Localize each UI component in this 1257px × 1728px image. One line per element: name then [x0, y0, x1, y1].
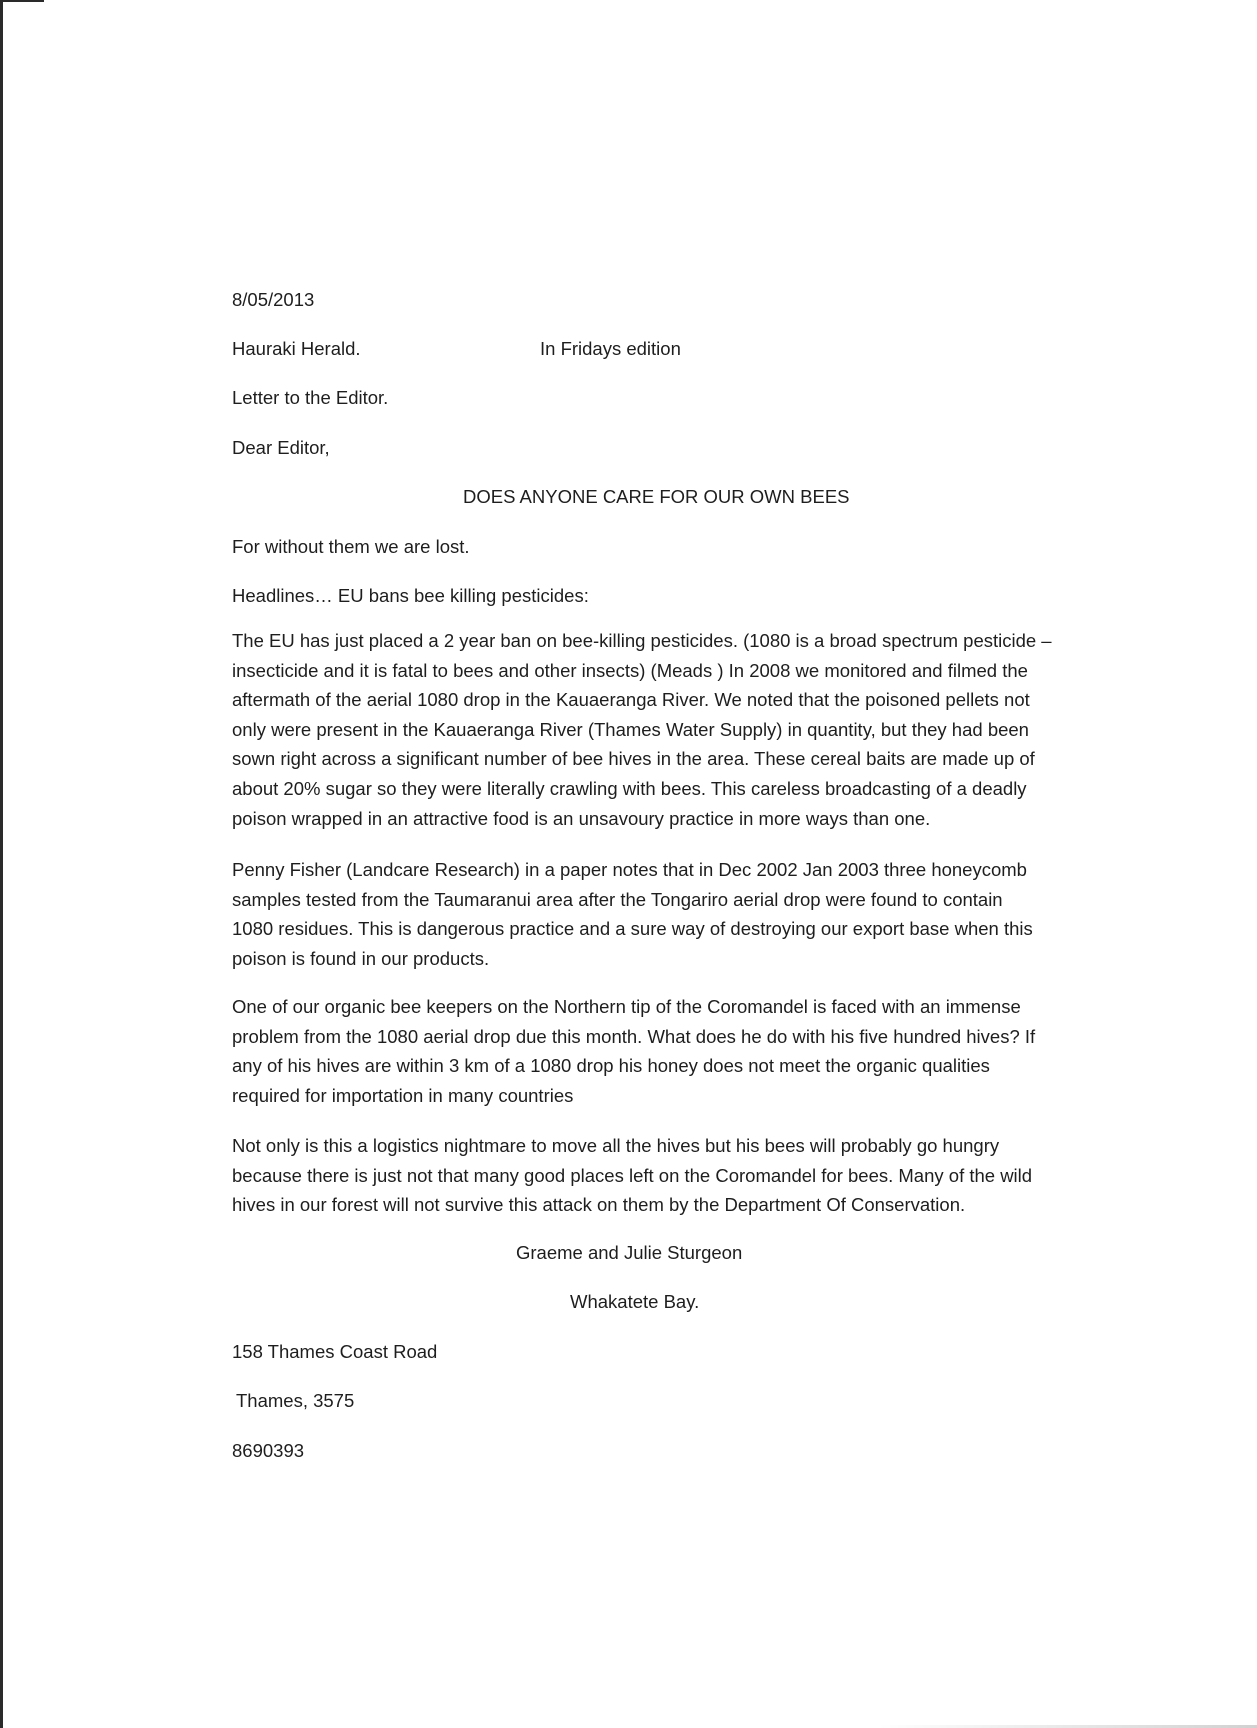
paragraph-1-line: about 20% sugar so they were literally crawling with bees. This careless broadcasting of a deadly — [232, 777, 1027, 799]
paragraph-2 — [232, 855, 1092, 973]
paragraph-3 — [232, 992, 1092, 1110]
paragraph-2-line: poison is found in our products. — [232, 947, 490, 969]
paragraph-4-line: hives in our forest will not survive this attack on them by the Department Of Conservation. — [232, 1194, 966, 1216]
address-street: 158 Thames Coast Road — [232, 1341, 438, 1362]
paragraph-3-line: problem from the 1080 aerial drop due this month. What does he do with his five hundred hives? If — [232, 1025, 1036, 1047]
publication-name: Hauraki Herald. — [232, 338, 361, 359]
signature-place: Whakatete Bay. — [570, 1291, 700, 1312]
paragraph-3-line: required for importation in many countries — [232, 1084, 574, 1106]
paragraph-4-line: because there is just not that many good places left on the Coromandel for bees. Many of the wild — [232, 1164, 1033, 1186]
headlines-line: Headlines… EU bans bee killing pesticides: — [232, 585, 589, 606]
scan-edge-left — [0, 0, 3, 1728]
paragraph-1-line: The EU has just placed a 2 year ban on bee-killing pesticides. (1080 is a broad spectrum pesticide – — [232, 630, 1052, 651]
paragraph-1-line: aftermath of the aerial 1080 drop in the Kauaeranga River. We noted that the poisoned pellets not — [232, 689, 1030, 711]
paragraph-1-line: only were present in the Kauaeranga River (Thames Water Supply) in quantity, but they had been — [232, 718, 1029, 740]
paragraph-2-line: Penny Fisher (Landcare Research) in a paper notes that in Dec 2002 Jan 2003 three honeycomb — [232, 859, 1027, 880]
paragraph-3-line: One of our organic bee keepers on the Northern tip of the Coromandel is faced with an immense — [232, 996, 1021, 1017]
scan-edge-top — [0, 0, 44, 2]
letter-headline: DOES ANYONE CARE FOR OUR OWN BEES — [463, 486, 850, 507]
letter-date: 8/05/2013 — [232, 289, 315, 310]
paragraph-4 — [232, 1131, 1092, 1220]
paragraph-1-line: poison wrapped in an attractive food is an unsavoury practice in more ways than one. — [232, 807, 931, 829]
phone-number: 8690393 — [232, 1440, 305, 1461]
intro-line: For without them we are lost. — [232, 536, 470, 557]
signature-names: Graeme and Julie Sturgeon — [516, 1242, 743, 1263]
edition-note: In Fridays edition — [540, 338, 681, 359]
letter-type: Letter to the Editor. — [232, 387, 389, 408]
paragraph-2-line: samples tested from the Taumaranui area after the Tongariro aerial drop were found to contain — [232, 888, 1003, 910]
paragraph-4-line: Not only is this a logistics nightmare to move all the hives but his bees will probably go hungry — [232, 1135, 1000, 1156]
salutation: Dear Editor, — [232, 437, 330, 458]
paragraph-2-line: 1080 residues. This is dangerous practice and a sure way of destroying our export base when this — [232, 918, 1033, 940]
paragraph-1-line: insecticide and it is fatal to bees and other insects) (Meads ) In 2008 we monitored and filmed the — [232, 659, 1028, 681]
paragraph-3-line: any of his hives are within 3 km of a 1080 drop his honey does not meet the organic qualities — [232, 1055, 990, 1077]
paragraph-1 — [232, 626, 1092, 833]
paragraph-1-line: sown right across a significant number of bee hives in the area. These cereal baits are made up of — [232, 748, 1035, 770]
address-town: Thames, 3575 — [236, 1390, 355, 1411]
